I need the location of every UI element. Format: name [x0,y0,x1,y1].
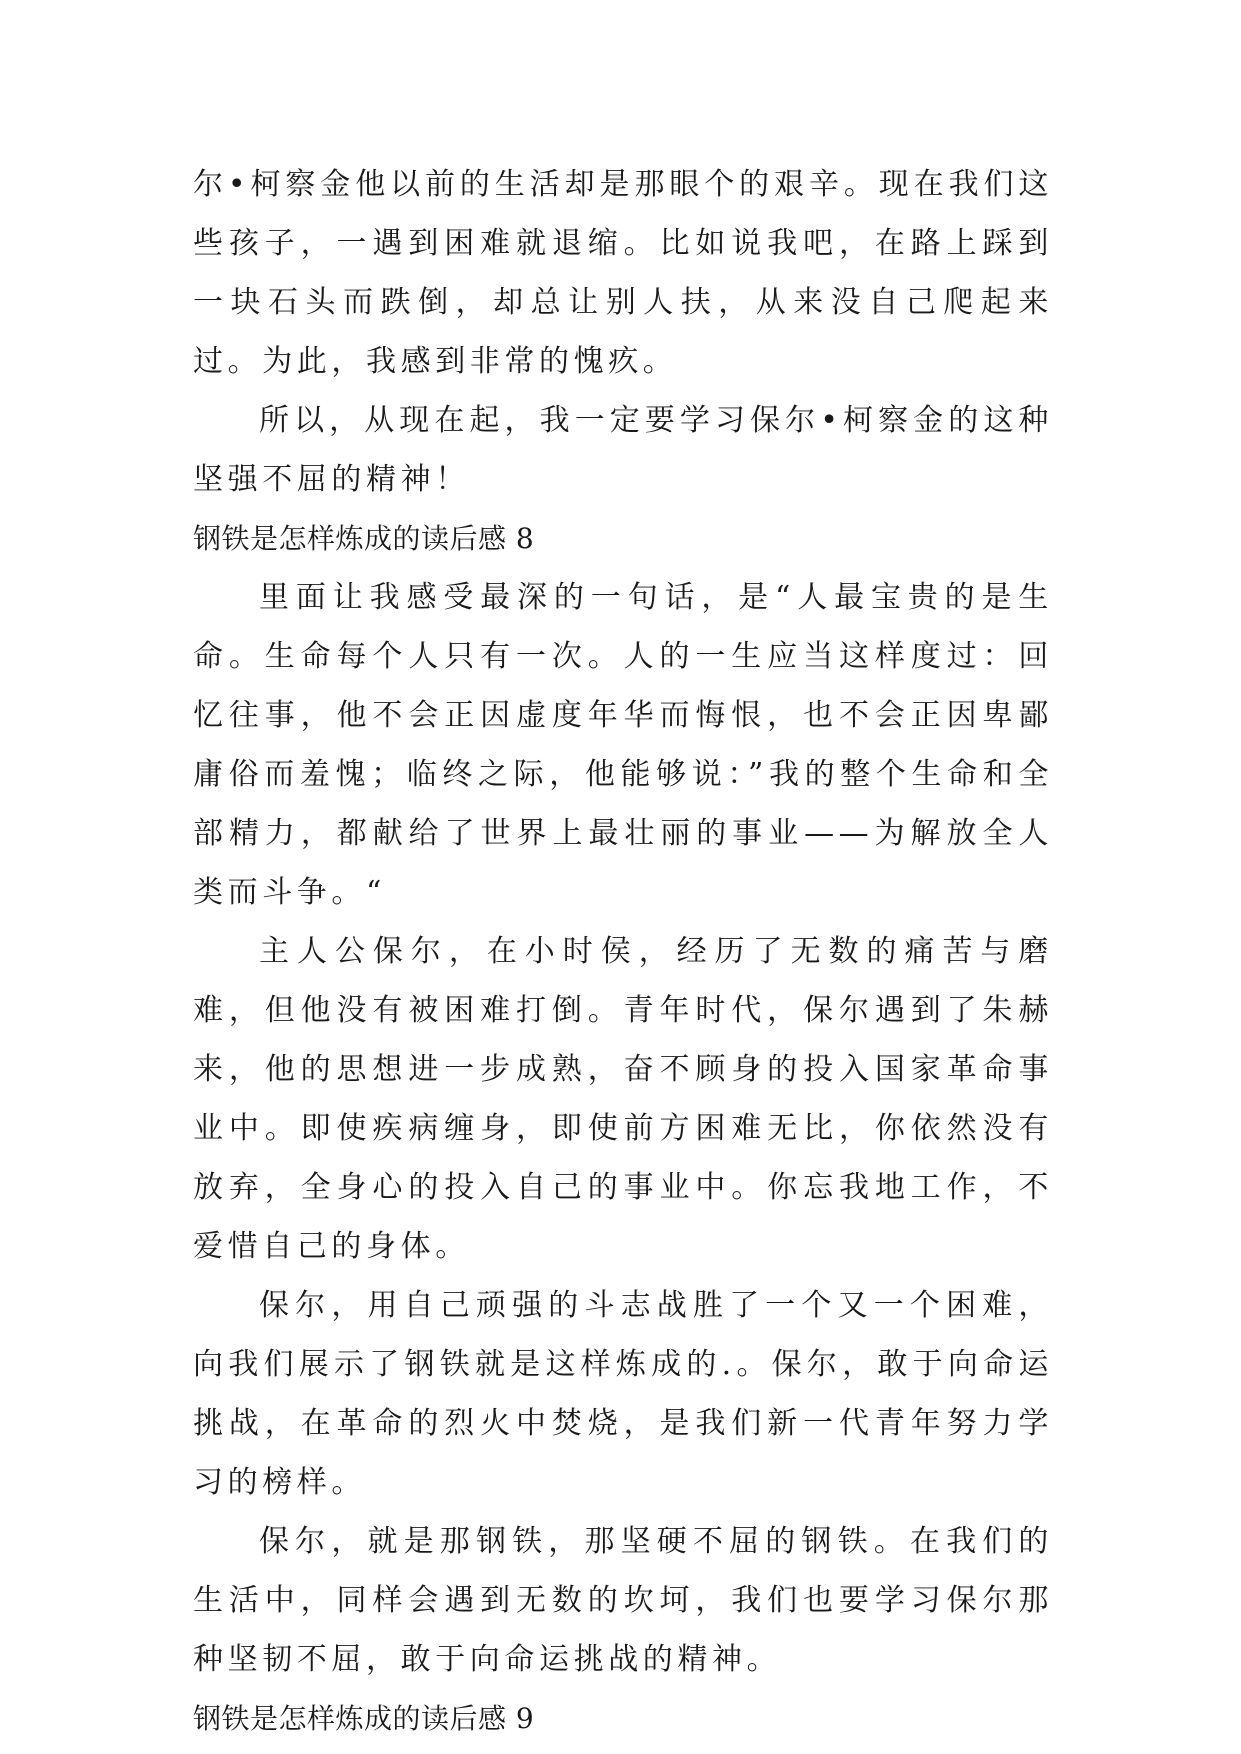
section-heading-8: 钢铁是怎样炼成的读后感 8 [193,522,535,555]
paragraph: 里面让我感受最深的一句话，是“人最宝贵的是生命。生命每个人只有一次。人的一生应当这样度过：回忆往事，他不会正因虚度年华而悔恨，也不会正因卑鄙庸俗而羞愧；临终之际，他能够说：”我的整个生命和全部精力，都献给了世界上最壮丽的事业——为解放全人类而斗争。“ [193,580,1053,910]
paragraph-continued: 尔•柯察金他以前的生活却是那眼个的艰辛。现在我们这些孩子，一遇到困难就退缩。比如说我吧，在路上踩到一块石头而跌倒，却总让别人扶，从来没自己爬起来过。为此，我感到非常的愧疚。 [193,167,1053,379]
paragraph: 所以，从现在起，我一定要学习保尔•柯察金的这种坚强不屈的精神！ [193,403,1053,497]
paragraph: 主人公保尔，在小时侯，经历了无数的痛苦与磨难，但他没有被困难打倒。青年时代，保尔遇到了朱赫来，他的思想进一步成熟，奋不顾身的投入国家革命事业中。即使疾病缠身，即使前方困难无比，你依然没有放弃，全身心的投入自己的事业中。你忘我地工作，不爱惜自己的身体。 [193,934,1053,1264]
document-page [193,155,1053,1748]
section-heading-9: 钢铁是怎样炼成的读后感 9 [193,1702,535,1735]
paragraph: 保尔，用自己顽强的斗志战胜了一个又一个困难，向我们展示了钢铁就是这样炼成的.。保尔，敢于向命运挑战，在革命的烈火中焚烧，是我们新一代青年努力学习的榜样。 [193,1288,1053,1500]
paragraph: 保尔，就是那钢铁，那坚硬不屈的钢铁。在我们的生活中，同样会遇到无数的坎坷，我们也要学习保尔那种坚韧不屈，敢于向命运挑战的精神。 [193,1524,1053,1677]
